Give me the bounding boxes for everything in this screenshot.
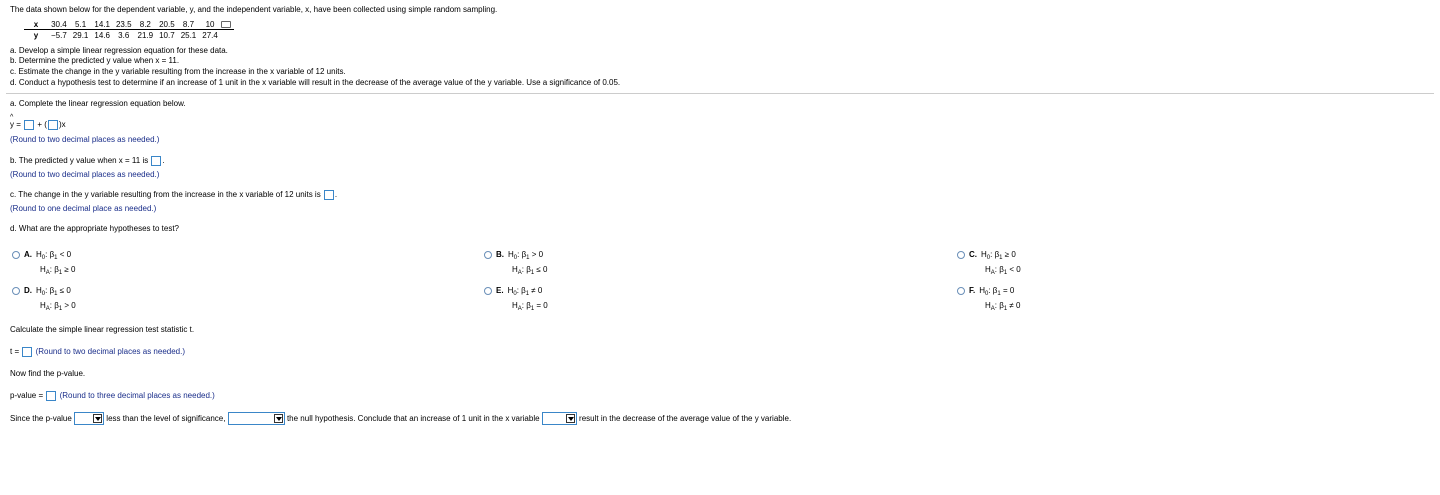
alt-value: < 0 (1007, 265, 1021, 274)
x-header: x (24, 19, 48, 30)
pvalue-hint: (Round to three decimal places as needed.) (59, 391, 215, 401)
beta-symbol: : β (516, 286, 526, 295)
alt-value: ≤ 0 (534, 265, 548, 274)
y-cell: 21.9 (137, 30, 154, 40)
option-f[interactable] (957, 285, 1020, 315)
beta-sub: 1 (58, 270, 63, 276)
chevron-down-icon[interactable] (93, 414, 102, 423)
radio-icon[interactable] (12, 251, 20, 259)
h-symbol: H (508, 250, 514, 259)
part-b-line (10, 156, 165, 166)
h-sub: A (517, 270, 522, 276)
beta-symbol: : β (990, 250, 1000, 259)
alt-value: > 0 (62, 301, 76, 310)
beta-sub: 1 (999, 255, 1003, 261)
beta-symbol: : β (994, 301, 1004, 310)
table-row-y (24, 30, 234, 41)
beta-symbol: : β (521, 301, 531, 310)
h-symbol: H (36, 286, 42, 295)
radio-icon[interactable] (12, 287, 20, 295)
pvalue-label: p-value = (10, 391, 44, 401)
table-copy-icon[interactable] (221, 21, 231, 28)
beta-symbol: : β (521, 265, 531, 274)
option-e[interactable] (484, 285, 548, 315)
y-cell: 29.1 (72, 30, 89, 40)
t-hint: (Round to two decimal places as needed.) (35, 347, 186, 357)
beta-symbol: : β (45, 250, 55, 259)
test-stat-prompt: Calculate the simple linear regression test statistic t. (10, 325, 195, 334)
chevron-down-icon[interactable] (566, 414, 575, 423)
null-value: ≤ 0 (57, 286, 71, 295)
null-value: < 0 (57, 250, 72, 259)
t-input[interactable] (22, 347, 32, 357)
h-symbol: H (507, 286, 514, 295)
conclusion-text-2: less than the level of significance, (106, 414, 226, 423)
will-select[interactable] (542, 412, 577, 425)
h-sub: A (45, 270, 50, 276)
part-b-prompt: b. The predicted y value when x = 11 is (10, 156, 149, 166)
beta-symbol: : β (988, 286, 998, 295)
conclusion-text-1: Since the p-value (10, 414, 72, 423)
h-symbol: H (512, 301, 518, 310)
beta-sub: 1 (530, 306, 535, 312)
x-cell: 20.5 (156, 19, 178, 30)
pvalue-prompt: Now find the p-value. (10, 369, 86, 378)
table-row-x (24, 19, 234, 30)
beta-sub: 1 (525, 291, 530, 297)
conclusion-text-4: result in the decrease of the average value of the y variable. (579, 414, 792, 423)
x-cell: 23.5 (113, 19, 135, 30)
beta-sub: 1 (58, 306, 63, 312)
x-cell: 8.2 (135, 19, 157, 30)
pvalue-line (10, 391, 215, 401)
y-cell: 3.6 (118, 30, 130, 40)
null-value: = 0 (1000, 286, 1015, 295)
part-a-prompt: a. Complete the linear regression equation below. (10, 99, 186, 108)
period: . (334, 190, 338, 200)
beta-symbol: : β (45, 286, 55, 295)
option-label: B. (496, 250, 504, 259)
data-table (24, 19, 234, 40)
h-sub: A (517, 306, 522, 312)
h-sub: 0 (985, 291, 989, 297)
beta-sub: 1 (54, 255, 58, 261)
alt-value: ≥ 0 (62, 265, 76, 274)
x-cell: 14.1 (91, 19, 113, 30)
part-c-prompt: c. The change in the y variable resulting from the increase in the x variable of 12 units is (10, 190, 321, 200)
predicted-y-input[interactable] (151, 156, 161, 166)
part-d-prompt: d. What are the appropriate hypotheses to test? (10, 224, 179, 233)
task-a: a. Develop a simple linear regression equation for these data. (10, 46, 228, 55)
intercept-input[interactable] (24, 120, 34, 130)
beta-sub: 1 (1003, 270, 1008, 276)
x-cell: 10 (199, 19, 221, 30)
h-symbol: H (985, 265, 991, 274)
slope-input[interactable] (48, 120, 58, 130)
null-value: ≥ 0 (1002, 250, 1016, 259)
equals-sign: = (16, 120, 21, 130)
beta-sub: 1 (1003, 306, 1008, 312)
option-label: D. (24, 286, 32, 295)
task-c: c. Estimate the change in the y variable resulting from the increase in the x variable of 12 units. (10, 67, 346, 76)
radio-icon[interactable] (957, 287, 965, 295)
open-paren: ( (44, 120, 47, 130)
h-sub: 0 (41, 291, 46, 297)
x-cell: 30.4 (48, 19, 70, 30)
reject-select[interactable] (228, 412, 285, 425)
h-sub: 0 (513, 291, 517, 297)
h-symbol: H (985, 301, 991, 310)
alt-value: = 0 (534, 301, 548, 310)
h-symbol: H (981, 250, 987, 259)
y-cell: 14.6 (94, 30, 110, 40)
y-hat-symbol: ^ y (10, 120, 14, 129)
period: . (162, 156, 165, 166)
x-cell: 8.7 (178, 19, 200, 30)
beta-symbol: : β (49, 265, 59, 274)
beta-sub: 1 (54, 291, 58, 297)
null-value: ≠ 0 (529, 286, 543, 295)
h-symbol: H (979, 286, 986, 295)
option-c[interactable] (957, 249, 1021, 279)
beta-sub: 1 (526, 255, 530, 261)
h-symbol: H (512, 265, 518, 274)
alt-value: ≠ 0 (1007, 301, 1021, 310)
beta-sub: 1 (530, 270, 535, 276)
x-cell: 5.1 (70, 19, 92, 30)
y-cell: 27.4 (202, 30, 218, 40)
h-symbol: H (40, 265, 46, 274)
close-paren-x: )x (58, 120, 66, 130)
option-label: C. (969, 250, 977, 259)
part-a-hint: (Round to two decimal places as needed.) (10, 135, 160, 144)
chevron-down-icon[interactable] (274, 414, 283, 423)
option-b[interactable] (484, 249, 547, 279)
beta-symbol: : β (517, 250, 527, 259)
h-sub: A (45, 306, 50, 312)
h-sub: 0 (41, 255, 46, 261)
y-header: y (33, 30, 39, 40)
h-symbol: H (40, 301, 46, 310)
h-sub: 0 (513, 255, 518, 261)
radio-icon[interactable] (484, 287, 492, 295)
beta-sub: 1 (997, 291, 1001, 297)
test-stat-line (10, 347, 185, 357)
conclusion-text-3: the null hypothesis. Conclude that an increase of 1 unit in the x variable (286, 414, 540, 423)
h-sub: 0 (986, 255, 991, 261)
h-sub: A (990, 306, 995, 312)
part-c-line (10, 190, 337, 200)
h-symbol: H (36, 250, 42, 259)
intro-text: The data shown below for the dependent variable, y, and the independent variable, x, have been collected using simple random sampling. (10, 5, 498, 14)
option-label: F. (969, 286, 976, 295)
change-y-input[interactable] (324, 190, 334, 200)
beta-symbol: : β (994, 265, 1004, 274)
regression-equation (10, 120, 66, 130)
option-d[interactable] (12, 285, 76, 315)
t-label: t = (10, 347, 20, 357)
option-a[interactable] (12, 249, 75, 279)
part-c-hint: (Round to one decimal place as needed.) (10, 204, 157, 213)
radio-icon[interactable] (957, 251, 965, 259)
beta-symbol: : β (49, 301, 59, 310)
plus-sign: + (37, 120, 43, 130)
y-cell: 10.7 (159, 30, 175, 40)
option-label: E. (496, 286, 504, 295)
option-label: A. (24, 250, 32, 259)
h-sub: A (990, 270, 995, 276)
radio-icon[interactable] (484, 251, 492, 259)
pvalue-input[interactable] (46, 391, 56, 401)
conclusion-line (10, 412, 791, 425)
part-b-hint: (Round to two decimal places as needed.) (10, 170, 160, 179)
task-b: b. Determine the predicted y value when x = 11. (10, 56, 180, 65)
is-isnot-select[interactable] (74, 412, 104, 425)
y-cell: −5.7 (51, 30, 67, 40)
null-value: > 0 (529, 250, 544, 259)
divider (6, 93, 1434, 94)
y-cell: 25.1 (180, 30, 197, 40)
task-d: d. Conduct a hypothesis test to determine if an increase of 1 unit in the x variable will result in the decrease of the average value of the y variable. Use a significance of 0.05. (10, 78, 621, 87)
